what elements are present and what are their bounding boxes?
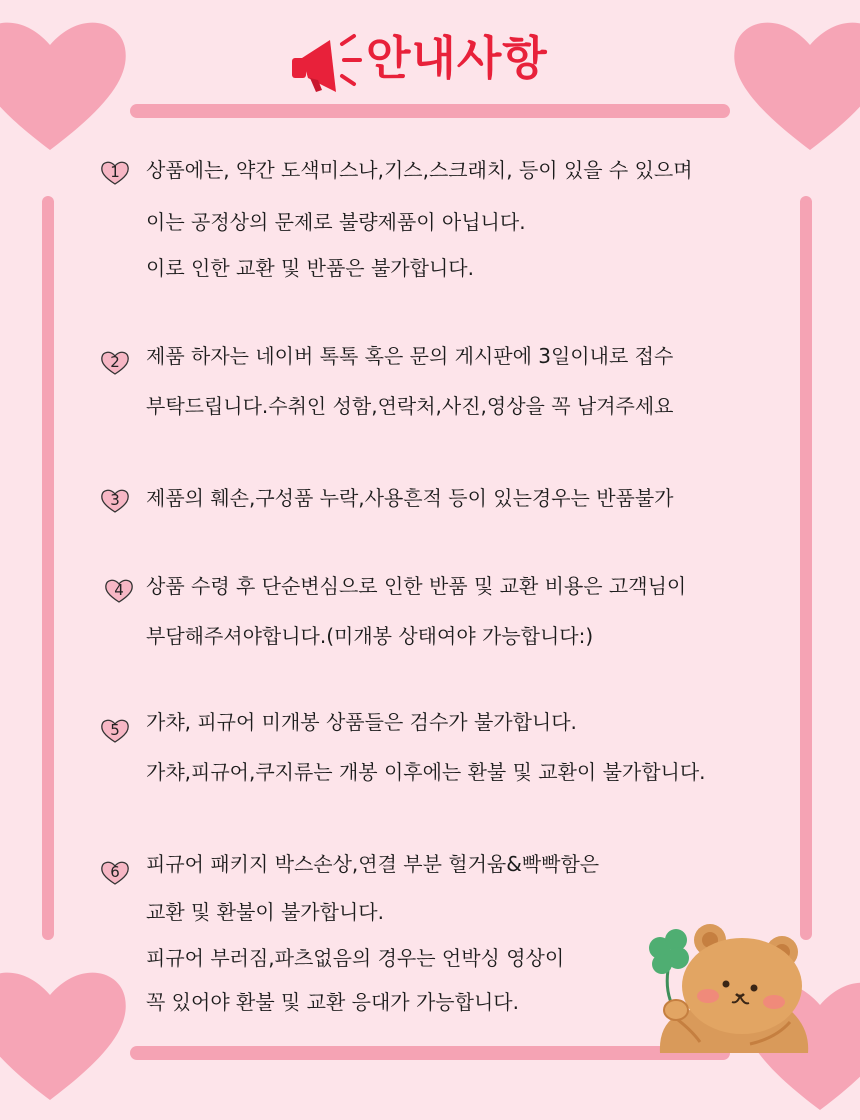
notice-line: 이로 인한 교환 및 반품은 불가합니다. — [146, 256, 474, 280]
frame-left-bar — [42, 196, 54, 940]
number-badge: 1 — [100, 160, 130, 186]
notice-line: 교환 및 환불이 불가합니다. — [146, 900, 384, 924]
notice-line: 부탁드립니다.수취인 성함,연락처,사진,영상을 꼭 남겨주세요 — [146, 394, 674, 418]
number-badge: 2 — [100, 350, 130, 376]
notice-line: 제품의 훼손,구성품 누락,사용흔적 등이 있는경우는 반품불가 — [146, 486, 674, 510]
notice-line: 피규어 패키지 박스손상,연결 부분 헐거움&빡빡함은 — [146, 852, 600, 876]
notice-line: 피규어 부러짐,파츠없음의 경우는 언박싱 영상이 — [146, 946, 565, 970]
number-badge: 6 — [100, 860, 130, 886]
number-badge: 4 — [104, 578, 134, 604]
bear-clover-icon — [640, 918, 810, 1058]
notice-line: 가챠, 피규어 미개봉 상품들은 검수가 불가합니다. — [146, 710, 577, 734]
notice-line: 가챠,피규어,쿠지류는 개봉 이후에는 환불 및 교환이 불가합니다. — [146, 760, 706, 784]
number-badge: 5 — [100, 718, 130, 744]
notice-line: 상품에는, 약간 도색미스나,기스,스크래치, 등이 있을 수 있으며 — [146, 158, 693, 182]
heart-top-left-icon — [0, 10, 130, 160]
frame-top-bar — [130, 104, 730, 118]
megaphone-icon — [284, 30, 364, 100]
heart-bottom-left-icon — [0, 960, 130, 1110]
frame-right-bar — [800, 196, 812, 940]
number-badge: 3 — [100, 488, 130, 514]
notice-line: 부담해주셔야합니다.(미개봉 상태여야 가능합니다:) — [146, 624, 594, 648]
notice-line: 꼭 있어야 환불 및 교환 응대가 가능합니다. — [146, 990, 519, 1014]
notice-line: 제품 하자는 네이버 톡톡 혹은 문의 게시판에 3일이내로 접수 — [146, 344, 674, 368]
page-header — [280, 8, 580, 98]
notice-line: 상품 수령 후 단순변심으로 인한 반품 및 교환 비용은 고객님이 — [146, 574, 687, 598]
page-title: 안내사항 — [366, 31, 548, 85]
notice-line: 이는 공정상의 문제로 불량제품이 아닙니다. — [146, 210, 526, 234]
heart-top-right-icon — [730, 10, 860, 160]
